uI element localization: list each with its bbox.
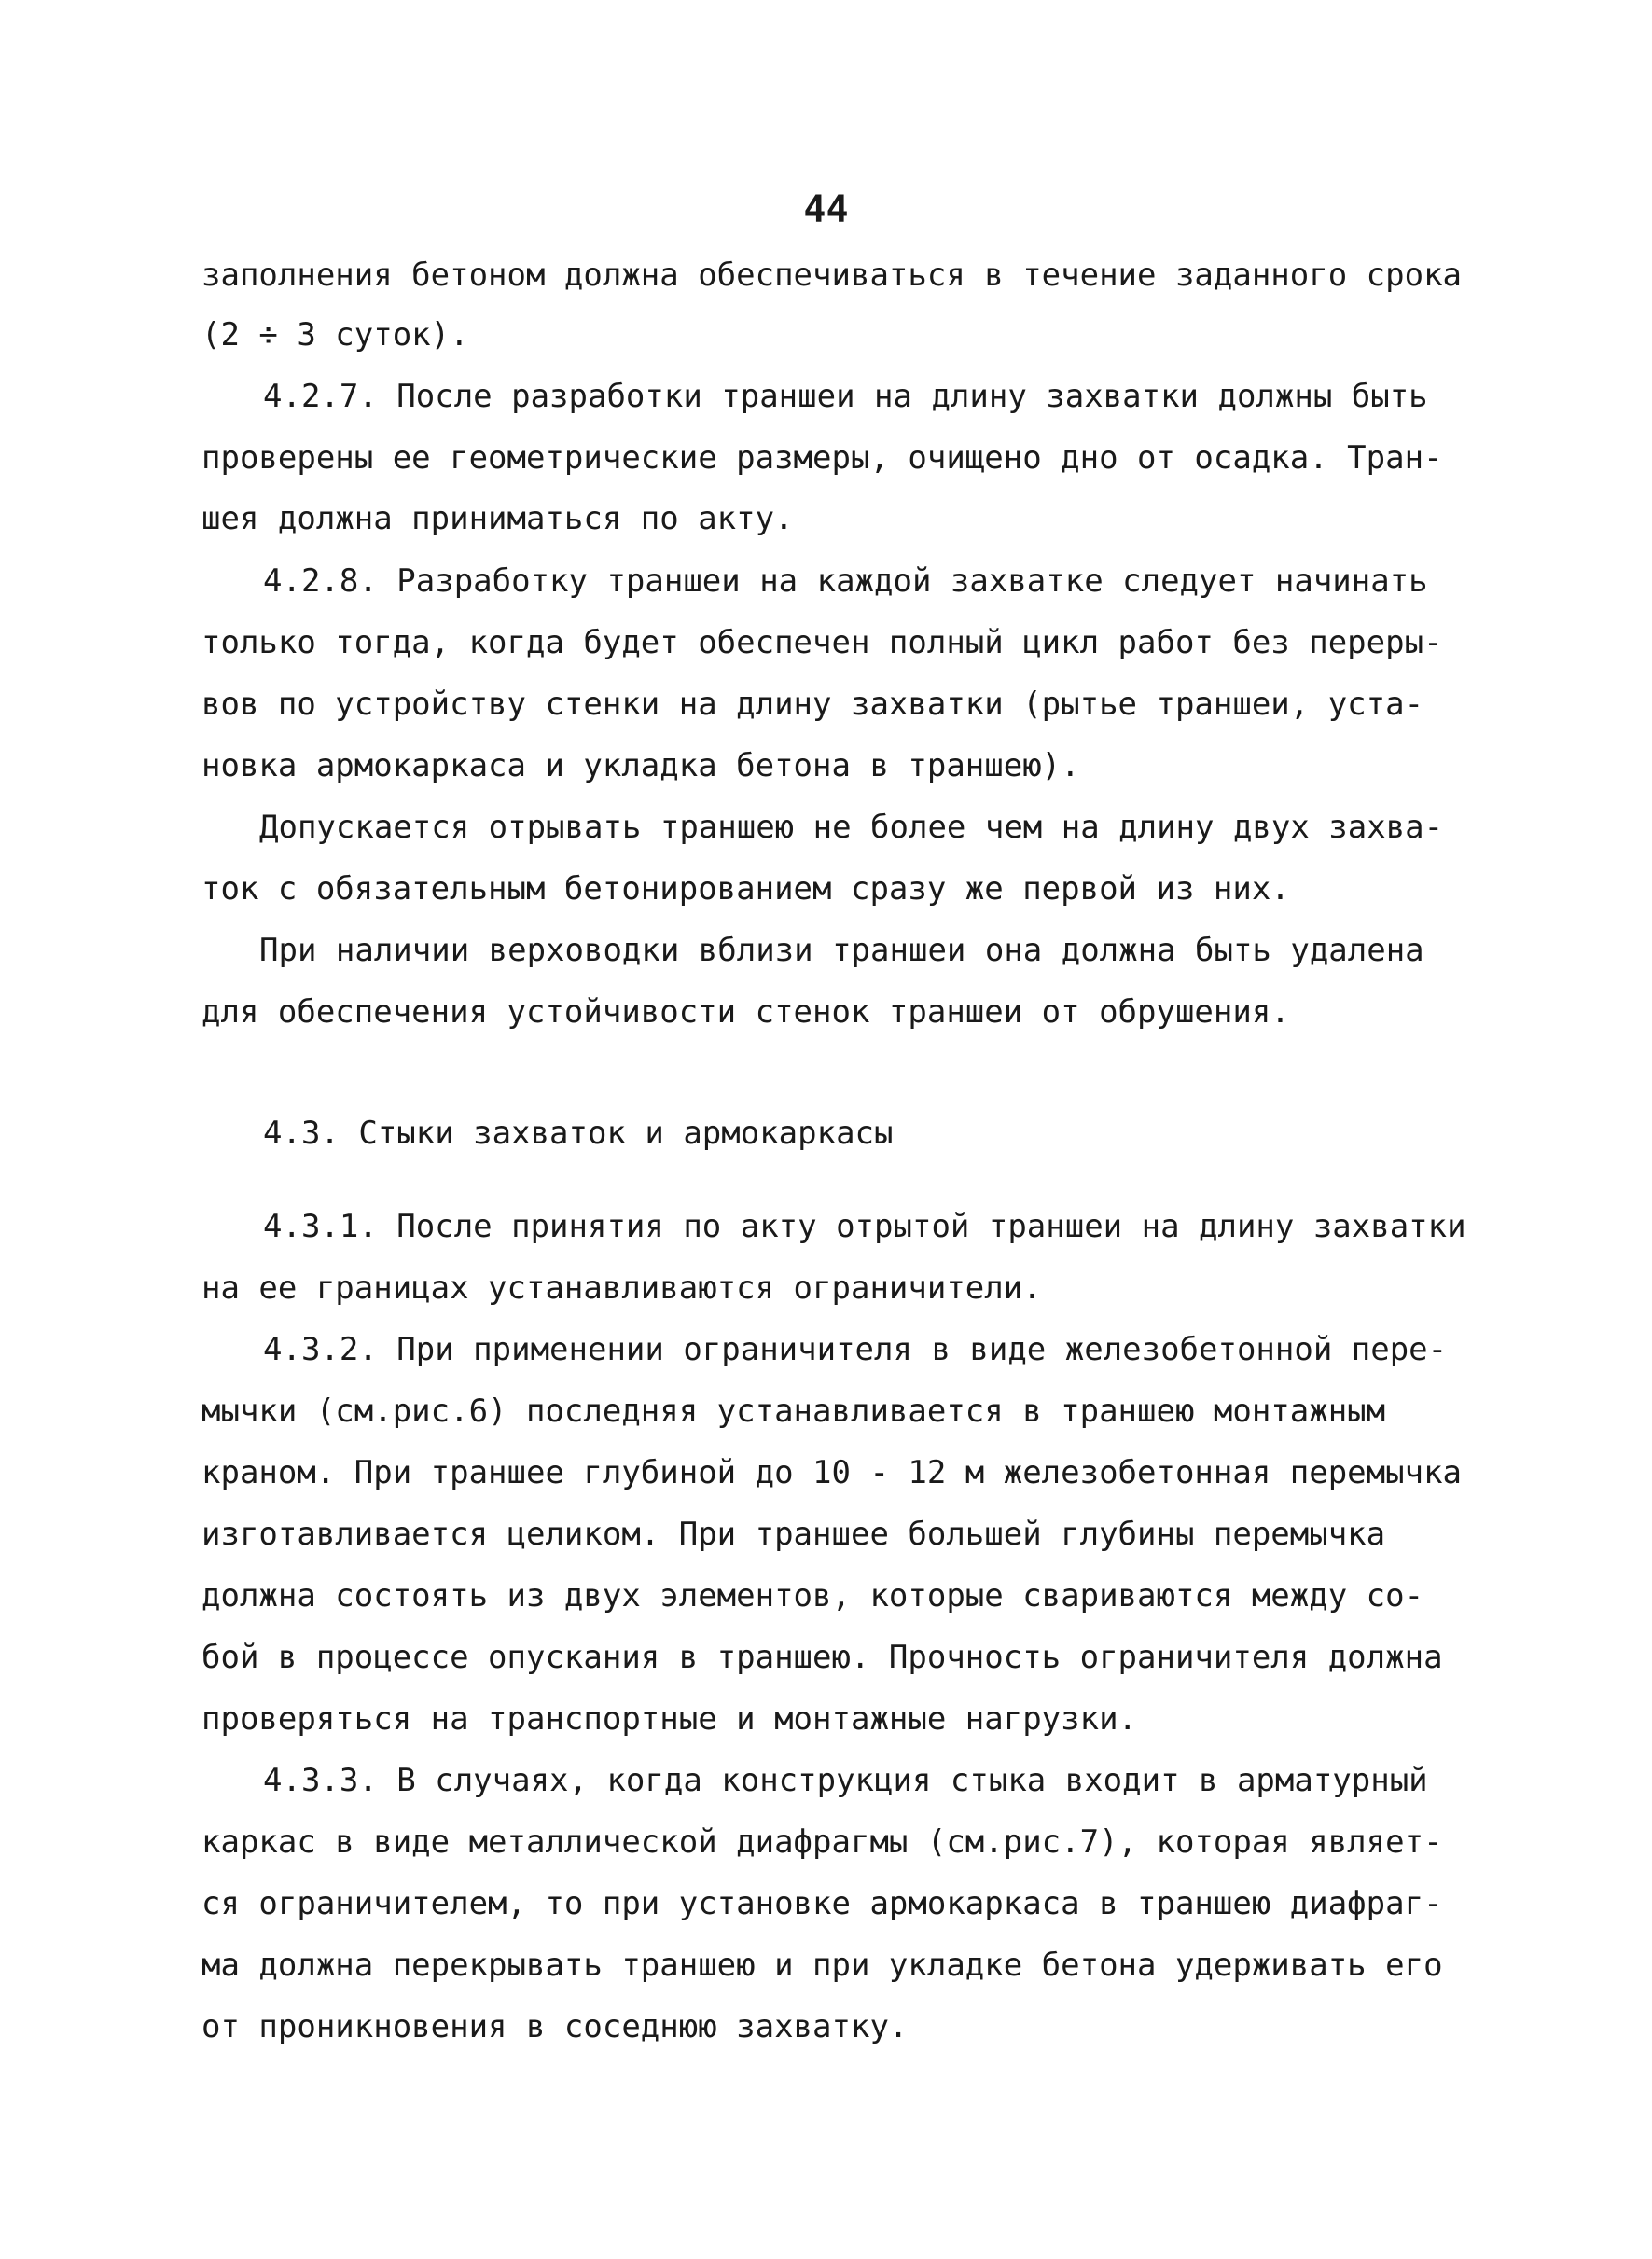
text-line: заполнения бетоном должна обеспечиваться в течение заданного срока <box>201 256 1463 294</box>
page-number: 44 <box>803 188 849 231</box>
text-line: (2 ÷ 3 суток). <box>201 316 469 353</box>
paragraph-line: Допускается отрывать траншею не более чем на длину двух захва- <box>259 809 1444 846</box>
text-line: шея должна приниматься по акту. <box>201 500 794 537</box>
paragraph-4-2-7-line: 4.2.7. После разработки траншеи на длину захватки должны быть <box>263 378 1428 415</box>
text-line: ток с обязательным бетонированием сразу же первой из них. <box>201 870 1290 908</box>
paragraph-4-2-8-line: 4.2.8. Разработку траншеи на каждой захватке следует начинать <box>263 562 1428 600</box>
section-heading-4-3: 4.3. Стыки захваток и армокаркасы <box>263 1115 894 1152</box>
paragraph-4-3-1-line: 4.3.1. После принятия по акту отрытой траншеи на длину захватки <box>263 1208 1466 1245</box>
text-line: краном. При траншее глубиной до 10 - 12 м железобетонная перемычка <box>201 1454 1463 1491</box>
text-line: ма должна перекрывать траншею и при укладке бетона удерживать его <box>201 1947 1443 1984</box>
paragraph-4-3-3-line: 4.3.3. В случаях, когда конструкция стыка входит в арматурный <box>263 1762 1428 1799</box>
text-line: для обеспечения устойчивости стенок траншеи от обрушения. <box>201 993 1290 1031</box>
text-line: на ее границах устанавливаются ограничители. <box>201 1269 1042 1307</box>
paragraph-line: При наличии верховодки вблизи траншеи она должна быть удалена <box>259 932 1424 969</box>
text-line: бой в процессе опускания в траншею. Прочность ограничителя должна <box>201 1639 1443 1676</box>
text-line: от проникновения в соседнюю захватку. <box>201 2008 909 2045</box>
text-line: новка армокаркаса и укладка бетона в траншею). <box>201 747 1080 784</box>
text-line: изготавливается целиком. При траншее большей глубины перемычка <box>201 1516 1386 1553</box>
text-line: должна состоять из двух элементов, которые свариваются между со- <box>201 1577 1424 1615</box>
text-line: мычки (см.рис.6) последняя устанавливается в траншею монтажным <box>201 1393 1386 1430</box>
text-line: только тогда, когда будет обеспечен полный цикл работ без переры- <box>201 624 1443 661</box>
text-line: проверяться на транспортные и монтажные нагрузки. <box>201 1700 1138 1738</box>
text-line: вов по устройству стенки на длину захватки (рытье траншеи, уста- <box>201 686 1424 723</box>
text-line: каркас в виде металлической диафрагмы (см.рис.7), которая являет- <box>201 1823 1443 1861</box>
paragraph-4-3-2-line: 4.3.2. При применении ограничителя в виде железобетонной пере- <box>263 1331 1448 1368</box>
text-line: ся ограничителем, то при установке армокаркаса в траншею диафраг- <box>201 1885 1443 1922</box>
text-line: проверены ее геометрические размеры, очищено дно от осадка. Тран- <box>201 439 1443 477</box>
